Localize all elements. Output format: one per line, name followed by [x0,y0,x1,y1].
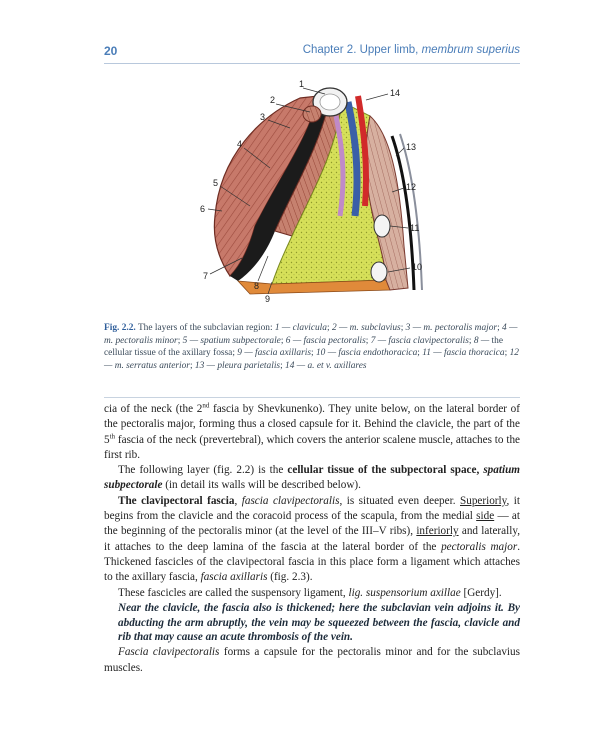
caption-item: 2 — m. subclavius; [331,323,406,333]
figure-label-1: 1 [299,79,305,89]
caption-item-number: 3 — [405,323,424,333]
caption-item [285,361,367,371]
caption-item-term: spatium subpectorale [200,335,281,346]
caption-item-term: fascia thoracica [443,348,505,359]
running-head [303,44,520,56]
paragraph-3: The clavipectoral fascia, fascia clavipectoralis, is situated even deeper. Superiorly, it begins from the clavicle and the coracoid process of the scapula, from the medial side — at the beginning of the pectoralis minor (at the level of the III–V ribs), inferiorly and laterally, it attaches to the deep lamina of the fascia at the lateral border of the pectoralis major. Thickened fascicles of the clavipectoral fascia in this place form a ligament which attaches to the axillary fascia, fascia axillaris (fig. 2.3). [104,494,521,584]
caption-item-term: fascia clavipectoralis [388,335,469,346]
caption-item-term: pleura parietalis [217,360,281,371]
caption-item-number: 11 — [422,348,444,359]
body-text [104,402,520,676]
caption-item: 12 — m. serratus anterior; [104,348,519,371]
caption-item-number: 1 — [274,323,293,333]
caption-item-number: 13 — [194,360,218,371]
caption-item: 6 — fascia pectoralis; [285,335,371,346]
figure-label-12: 12 [406,182,417,192]
caption-rule [104,397,520,398]
caption-item-number: 4 — [502,323,518,333]
caption-item-number: 7 — [370,335,389,346]
figure-label-11: 11 [410,223,420,233]
caption-item-number: 10 — [315,348,339,359]
caption-item-number: 5 — [182,335,201,346]
caption-item: 9 — fascia axillaris; [237,348,316,359]
caption-item: 8 — the cellular tissue of the axillary fossa; [104,335,504,359]
caption-item: 4 — m. pectoralis minor; [104,323,518,346]
caption-item-term: fascia axillaris [255,348,312,359]
caption-item-term: m. serratus anterior [114,360,190,371]
figure-label-14: 14 [390,88,401,98]
page-header [104,44,520,62]
figure-caption [104,322,520,372]
figure-label-7: 7 [203,271,209,281]
paragraph-4: These fascicles are called the suspensory ligament, lig. suspensorium axillae [Gerdy]. [118,586,502,599]
clinical-note: Near the clavicle, the fascia also is thickened; here the subclavian vein adjoins it. By abducting the arm abruptly, the vein may be squeezed between the fascia, clavicle and rib that may cause an acute thrombosis of the vein. [118,601,520,644]
figure-label-5: 5 [213,178,219,188]
caption-item-term: a. et v. axillares [307,360,367,371]
caption-item-number: 2 — [331,323,350,333]
caption-item-term: m. pectoralis minor [104,335,178,346]
caption-item: 7 — fascia clavipectoralis; [370,335,474,346]
figure-label-2: 2 [270,95,276,105]
caption-item-term: fascia pectoralis [303,335,366,346]
caption-item-number: 8 — [473,335,492,346]
running-head-plain: Chapter 2. Upper limb, [302,44,422,56]
figure-label-4: 4 [237,139,243,149]
figure-label-13: 13 [406,142,417,152]
figure-caption-label: Fig. 2.2. [104,323,136,333]
caption-item-term: the cellular tissue of the axillary fossa [104,335,504,359]
paragraph-5: Fascia clavipectoralis forms a capsule for the pectoralis minor and for the subclavius muscles. [104,646,520,674]
caption-item-term: m. subclavius [349,323,401,333]
caption-item-term: m. pectoralis major [423,323,498,333]
caption-item-term: clavicula [292,323,327,333]
figure-label-9: 9 [265,294,271,304]
caption-item: 3 — m. pectoralis major; [405,323,503,333]
figure-caption-intro: The layers of the subclavian region: [135,323,275,333]
running-head-italic: membrum superius [421,44,520,56]
caption-item: 10 — fascia endothoracica; [315,348,423,359]
figure-label-3: 3 [260,112,266,122]
anatomy-figure [160,76,460,316]
caption-item: 1 — clavicula; [274,323,332,333]
caption-item: 11 — fascia thoracica; [422,348,510,359]
figure-label-8: 8 [254,281,260,291]
caption-item-term: fascia endothoracica [338,348,418,359]
page-number: 20 [104,44,118,58]
caption-item: 5 — spatium subpectorale; [182,335,286,346]
figure-label-10: 10 [412,262,423,272]
header-rule [104,63,520,64]
subclavian-region-illustration [160,76,460,316]
figure-label-6: 6 [200,204,206,214]
caption-item-number: 14 — [285,360,308,371]
caption-item-number: 6 — [285,335,304,346]
paragraph-2: The following layer (fig. 2.2) is the cellular tissue of the subpectoral space, spatium subpectorale (in detail its walls will be described below). [104,464,520,492]
caption-item-number: 12 — [104,348,519,371]
paragraph-1: cia of the neck (the 2nd fascia by Shevkunenko). They unite below, on the lateral border of the pectoralis major, forming thus a closed capsule for it. Behind the clavicle, the part of the 5th fascia of the neck (prevertebral), which covers the anterior scalene muscle, attaches to the first rib. [104,401,520,461]
caption-item-number: 9 — [237,348,256,359]
caption-item: 13 — pleura parietalis; [194,360,286,371]
